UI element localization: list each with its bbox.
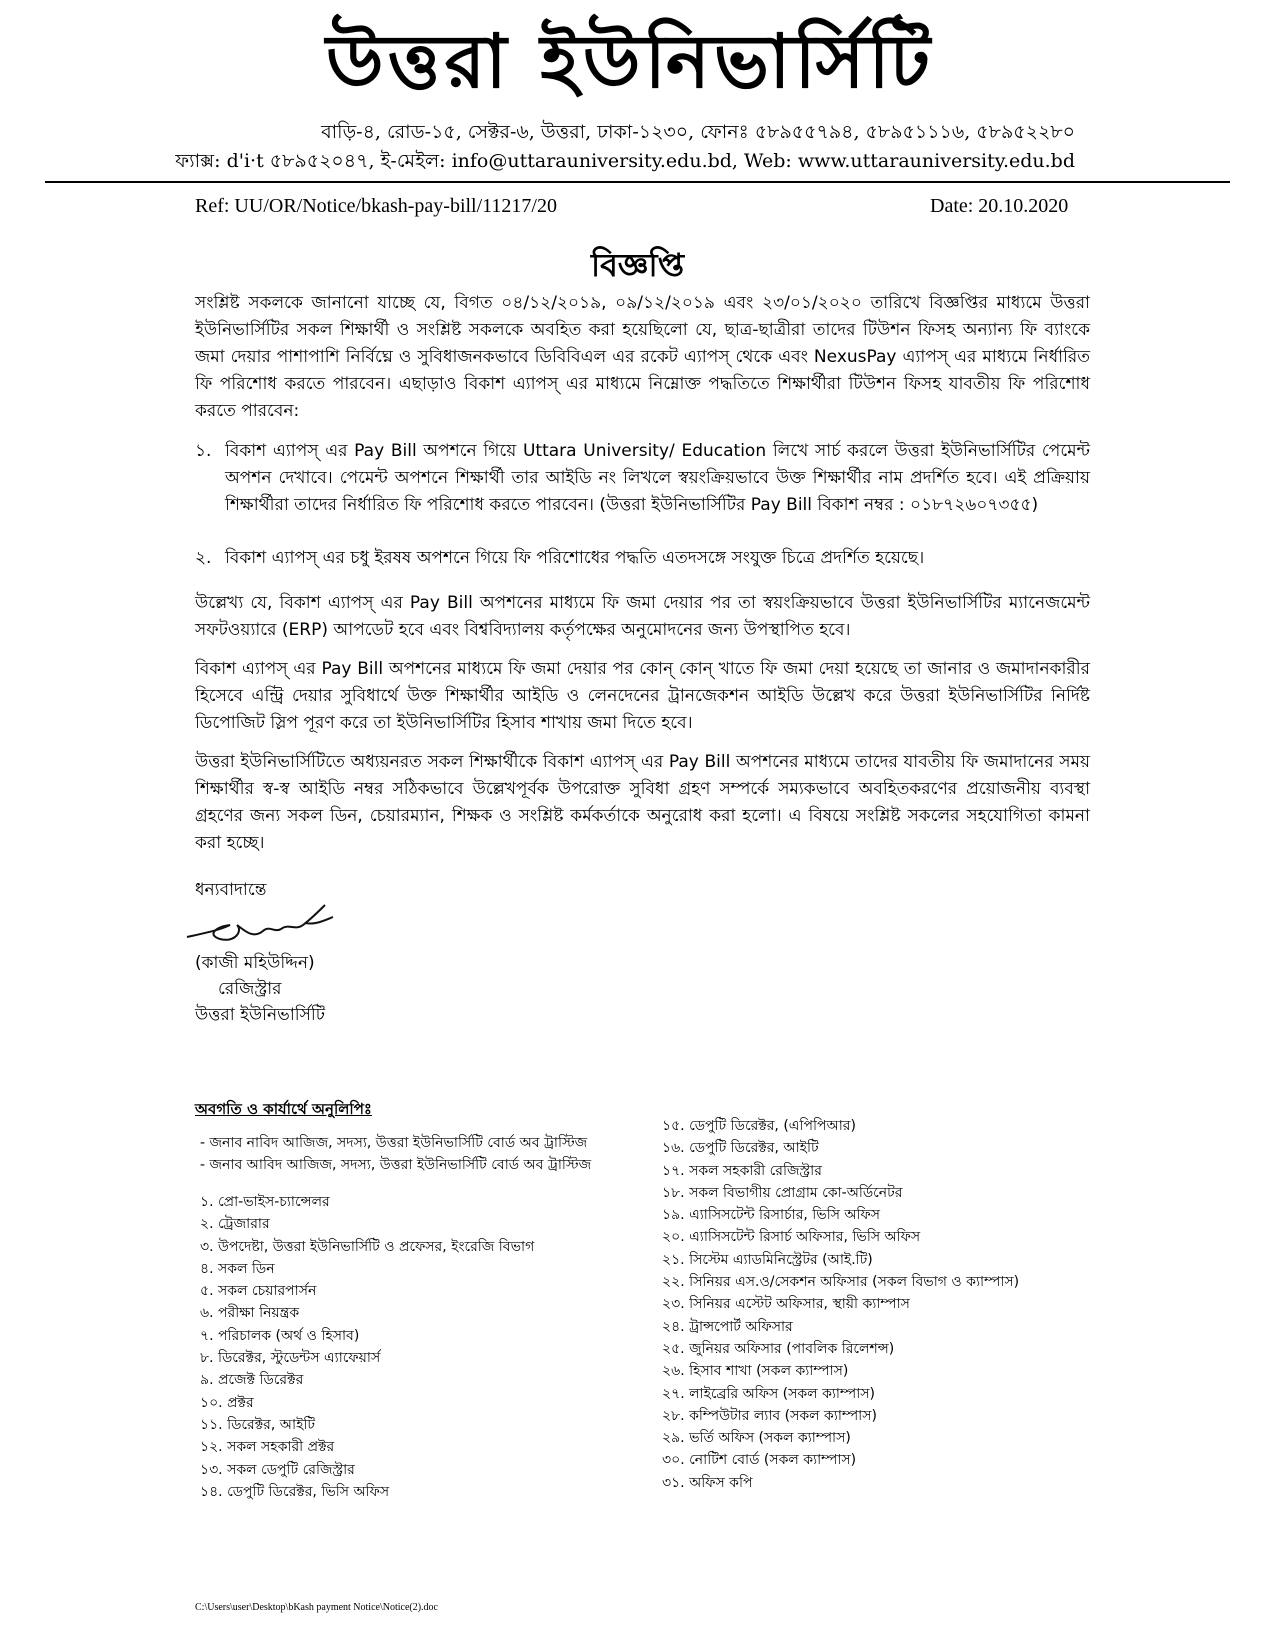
list-item: ১১. ডিরেক্টর, আইটি xyxy=(200,1416,315,1433)
instruction-item xyxy=(195,438,1090,519)
list-item: ২. ট্রেজারার xyxy=(200,1216,270,1233)
list-item: ৯. প্রজেক্ট ডিরেক্টর xyxy=(200,1372,304,1389)
list-item: ২৪. ট্রান্সপোর্ট অফিসার xyxy=(662,1318,793,1335)
notice-heading: বিজ্ঞপ্তি xyxy=(590,246,685,284)
deposit-paragraph: বিকাশ এ্যাপস্ এর Pay Bill অপশনের মাধ্যমে ফি জমা দেয়ার পর কোন্ কোন্ খাতে ফি জমা দেয়া হয়েছে তা জানার ও জমাদানকারীর হিসেবে এন্ট্রি দেয়ার সুবিধার্থে উক্ত শিক্ষার্থীর আইডি ও লেনদেনের ট্রানজেকশন আইডি উল্লেখ করে উত্তরা ইউনিভার্সিটির নির্দিষ্ট ডিপোজিট স্লিপ পূরণ করে তা ইউনিভার্সিটির হিসাব শাখায় জমা দিতে হবে। xyxy=(195,659,1090,733)
list-item: ৩. উপদেষ্টা, উত্তরা ইউনিভার্সিটি ও প্রফেসর, ইংরেজি বিভাগ xyxy=(200,1238,535,1255)
list-item: ১৯. এ্যাসিসটেন্ট রিসার্চার, ভিসি অফিস xyxy=(662,1207,881,1224)
file-path-footer: C:\Users\user\Desktop\bKash payment Notice\Notice(2).doc xyxy=(195,1602,438,1613)
signatory-institution: উত্তরা ইউনিভার্সিটি xyxy=(195,1005,325,1025)
list-item: ২৫. জুনিয়র অফিসার (পাবলিক রিলেশন্স) xyxy=(662,1340,895,1357)
list-item: ২০. এ্যাসিসটেন্ট রিসার্চ অফিসার, ভিসি অফিস xyxy=(662,1229,921,1246)
list-item: ৬. পরীক্ষা নিয়ন্ত্রক xyxy=(200,1305,300,1322)
list-item: ২৩. সিনিয়র এস্টেট অফিসার, স্থায়ী ক্যাম্পাস xyxy=(662,1296,910,1313)
item-number: ১. xyxy=(195,441,212,461)
closing-text: ধন্যবাদান্তে xyxy=(195,880,267,900)
cc-heading: অবগতি ও কার্যার্থে অনুলিপিঃ xyxy=(195,1100,372,1118)
header-divider xyxy=(45,181,1230,183)
list-item: ১২. সকল সহকারী প্রক্টর xyxy=(200,1439,335,1456)
list-item: ১০. প্রক্টর xyxy=(200,1394,254,1411)
list-item: ৮. ডিরেক্টর, স্টুডেন্টস এ্যাফেয়ার্স xyxy=(200,1350,381,1367)
contact-line: ফ্যাক্স: d'i·t ৫৮৯৫২০৪৭, ই-মেইল: info@uttarauniversity.edu.bd, Web: www.uttarauniversity.edu.bd xyxy=(175,150,1075,172)
trustees-list xyxy=(200,1132,591,1177)
item-text: বিকাশ এ্যাপস্ এর Pay Bill অপশনে গিয়ে Uttara University/ Education লিখে সার্চ করলে উত্তরা ইউনিভার্সিটির পেমেন্ট অপশন দেখাবে। পেমেন্ট অপশনে শিক্ষার্থী তার আইডি নং লিখলে স্বয়ংক্রিয়ভাবে উক্ত শিক্ষার্থীর নাম প্রদর্শিত হবে। এই প্রক্রিয়ায় শিক্ষার্থীরা তাদের নির্ধারিত ফি পরিশোধ করতে পারবেন। (উত্তরা ইউনিভার্সিটির Pay Bill বিকাশ নম্বর : ০১৮৭২৬০৭৩৫৫) xyxy=(225,441,1090,515)
list-item: ৩০. নোটিশ বোর্ড (সকল ক্যাম্পাস) xyxy=(662,1452,857,1469)
instruction-item xyxy=(195,545,1090,572)
item-text: বিকাশ এ্যাপস্ এর চধু ইরষষ অপশনে গিয়ে ফি পরিশোধের পদ্ধতি এতদসঙ্গে সংযুক্ত চিত্রে প্রদর্শিত হয়েছে। xyxy=(225,548,925,568)
address-line: বাড়ি-৪, রোড-১৫, সেক্টর-৬, উত্তরা, ঢাকা-১২৩০, ফোনঃ ৫৮৯৫৫৭৯৪, ৫৮৯৫১১১৬, ৫৮৯৫২২৮০ xyxy=(321,121,1075,143)
intro-paragraph: সংশ্লিষ্ট সকলকে জানানো যাচ্ছে যে, বিগত ০৪/১২/২০১৯, ০৯/১২/২০১৯ এবং ২৩/০১/২০২০ তারিখে বিজ্ঞপ্তির মাধ্যমে উত্তরা ইউনিভার্সিটির সকল শিক্ষার্থী ও সংশ্লিষ্ট সকলকে অবহিত করা হয়েছিলো যে, ছাত্র-ছাত্রীরা তাদের টিউশন ফিসহ অন্যান্য ফি ব্যাংকে জমা দেয়ার পাশাপাশি নির্বিঘ্নে ও সুবিধাজনকভাবে ডিবিবিএল এর রকেট এ্যাপস্ থেকে এবং NexusPay এ্যাপস্ এর মাধ্যমে নির্ধারিত ফি পরিশোধ করতে পারবেন। এছাড়াও বিকাশ এ্যাপস্ এর মাধ্যমে নিম্নোক্ত পদ্ধতিতে শিক্ষার্থীরা টিউশন ফিসহ যাবতীয় ফি পরিশোধ করতে পারবেন: xyxy=(195,293,1090,421)
list-item: ২৮. কম্পিউটার ল্যাব (সকল ক্যাম্পাস) xyxy=(662,1407,877,1424)
list-item: - জনাব আবিদ আজিজ, সদস্য, উত্তরা ইউনিভার্সিটি বোর্ড অব ট্রাস্টিজ xyxy=(200,1157,592,1174)
cc-list-right xyxy=(662,1115,1019,1494)
list-item: ৭. পরিচালক (অর্থ ও হিসাব) xyxy=(200,1327,360,1344)
list-item: ২২. সিনিয়র এস.ও/সেকশন অফিসার (সকল বিভাগ ও ক্যাম্পাস) xyxy=(662,1274,1020,1291)
list-item: ২৭. লাইব্রেরি অফিস (সকল ক্যাম্পাস) xyxy=(662,1385,875,1402)
signature-image xyxy=(185,895,345,955)
signatory-name: (কাজী মহিউদ্দিন) xyxy=(195,953,315,973)
list-item: ৩১. অফিস কপি xyxy=(662,1474,753,1491)
erp-paragraph: উল্লেখ্য যে, বিকাশ এ্যাপস্ এর Pay Bill অপশনের মাধ্যমে ফি জমা দেয়ার পর তা স্বয়ংক্রিয়ভাবে উত্তরা ইউনিভার্সিটির ম্যানেজমেন্ট সফটওয়্যারে (ERP) আপডেট হবে এবং বিশ্ববিদ্যালয় কর্তৃপক্ষের অনুমোদনের জন্য উপস্থাপিত হবে। xyxy=(195,593,1090,640)
list-item: ১৬. ডেপুটি ডিরেক্টর, আইটি xyxy=(662,1140,819,1157)
list-item: ১৫. ডেপুটি ডিরেক্টর, (এপিপিআর) xyxy=(662,1118,856,1134)
list-item: ২৯. ভর্তি অফিস (সকল ক্যাম্পাস) xyxy=(662,1430,851,1447)
list-item: ৫. সকল চেয়ারপার্সন xyxy=(200,1283,317,1300)
signatory-designation: রেজিস্ট্রার xyxy=(218,979,282,999)
request-paragraph: উত্তরা ইউনিভার্সিটিতে অধ্যয়নরত সকল শিক্ষার্থীকে বিকাশ এ্যাপস্ এর Pay Bill অপশনের মাধ্যমে তাদের যাবতীয় ফি জমাদানের সময় শিক্ষার্থীর স্ব-স্ব আইডি নম্বর সঠিকভাবে উল্লেখপূর্বক উপরোক্ত সুবিধা গ্রহণ সম্পর্কে সম্যকভাবে অবহিতকরণের প্রয়োজনীয় ব্যবস্থা গ্রহণের জন্য সকল ডিন, চেয়ারম্যান, শিক্ষক ও সংশ্লিষ্ট কর্মকর্তাকে অনুরোধ করা হলো। এ বিষয়ে সংশ্লিষ্ট সকলের সহযোগিতা কামনা করা হচ্ছে। xyxy=(195,752,1090,853)
list-item: ১. প্রো-ভাইস-চ্যান্সেলর xyxy=(200,1194,330,1210)
list-item: ১৪. ডেপুটি ডিরেক্টর, ভিসি অফিস xyxy=(200,1483,390,1500)
list-item: ২৬. হিসাব শাখা (সকল ক্যাম্পাস) xyxy=(662,1363,849,1380)
list-item: ১৩. সকল ডেপুটি রেজিস্ট্রার xyxy=(200,1461,355,1478)
cc-list-left xyxy=(200,1191,534,1503)
university-title: উত্তরা ইউনিভার্সিটি xyxy=(325,19,935,105)
notice-date: Date: 20.10.2020 xyxy=(930,195,1069,217)
list-item: - জনাব নাবিদ আজিজ, সদস্য, উত্তরা ইউনিভার্সিটি বোর্ড অব ট্রাস্টিজ xyxy=(200,1135,588,1151)
item-number: ২. xyxy=(195,548,212,568)
list-item: ৪. সকল ডিন xyxy=(200,1260,275,1277)
list-item: ১৮. সকল বিভাগীয় প্রোগ্রাম কো-অর্ডিনেটর xyxy=(662,1184,903,1201)
list-item: ১৭. সকল সহকারী রেজিস্ট্রার xyxy=(662,1162,822,1179)
reference-number: Ref: UU/OR/Notice/bkash-pay-bill/11217/20 xyxy=(195,195,557,217)
list-item: ২১. সিস্টেম এ্যাডমিনিস্ট্রেটর (আই.টি) xyxy=(662,1251,873,1268)
